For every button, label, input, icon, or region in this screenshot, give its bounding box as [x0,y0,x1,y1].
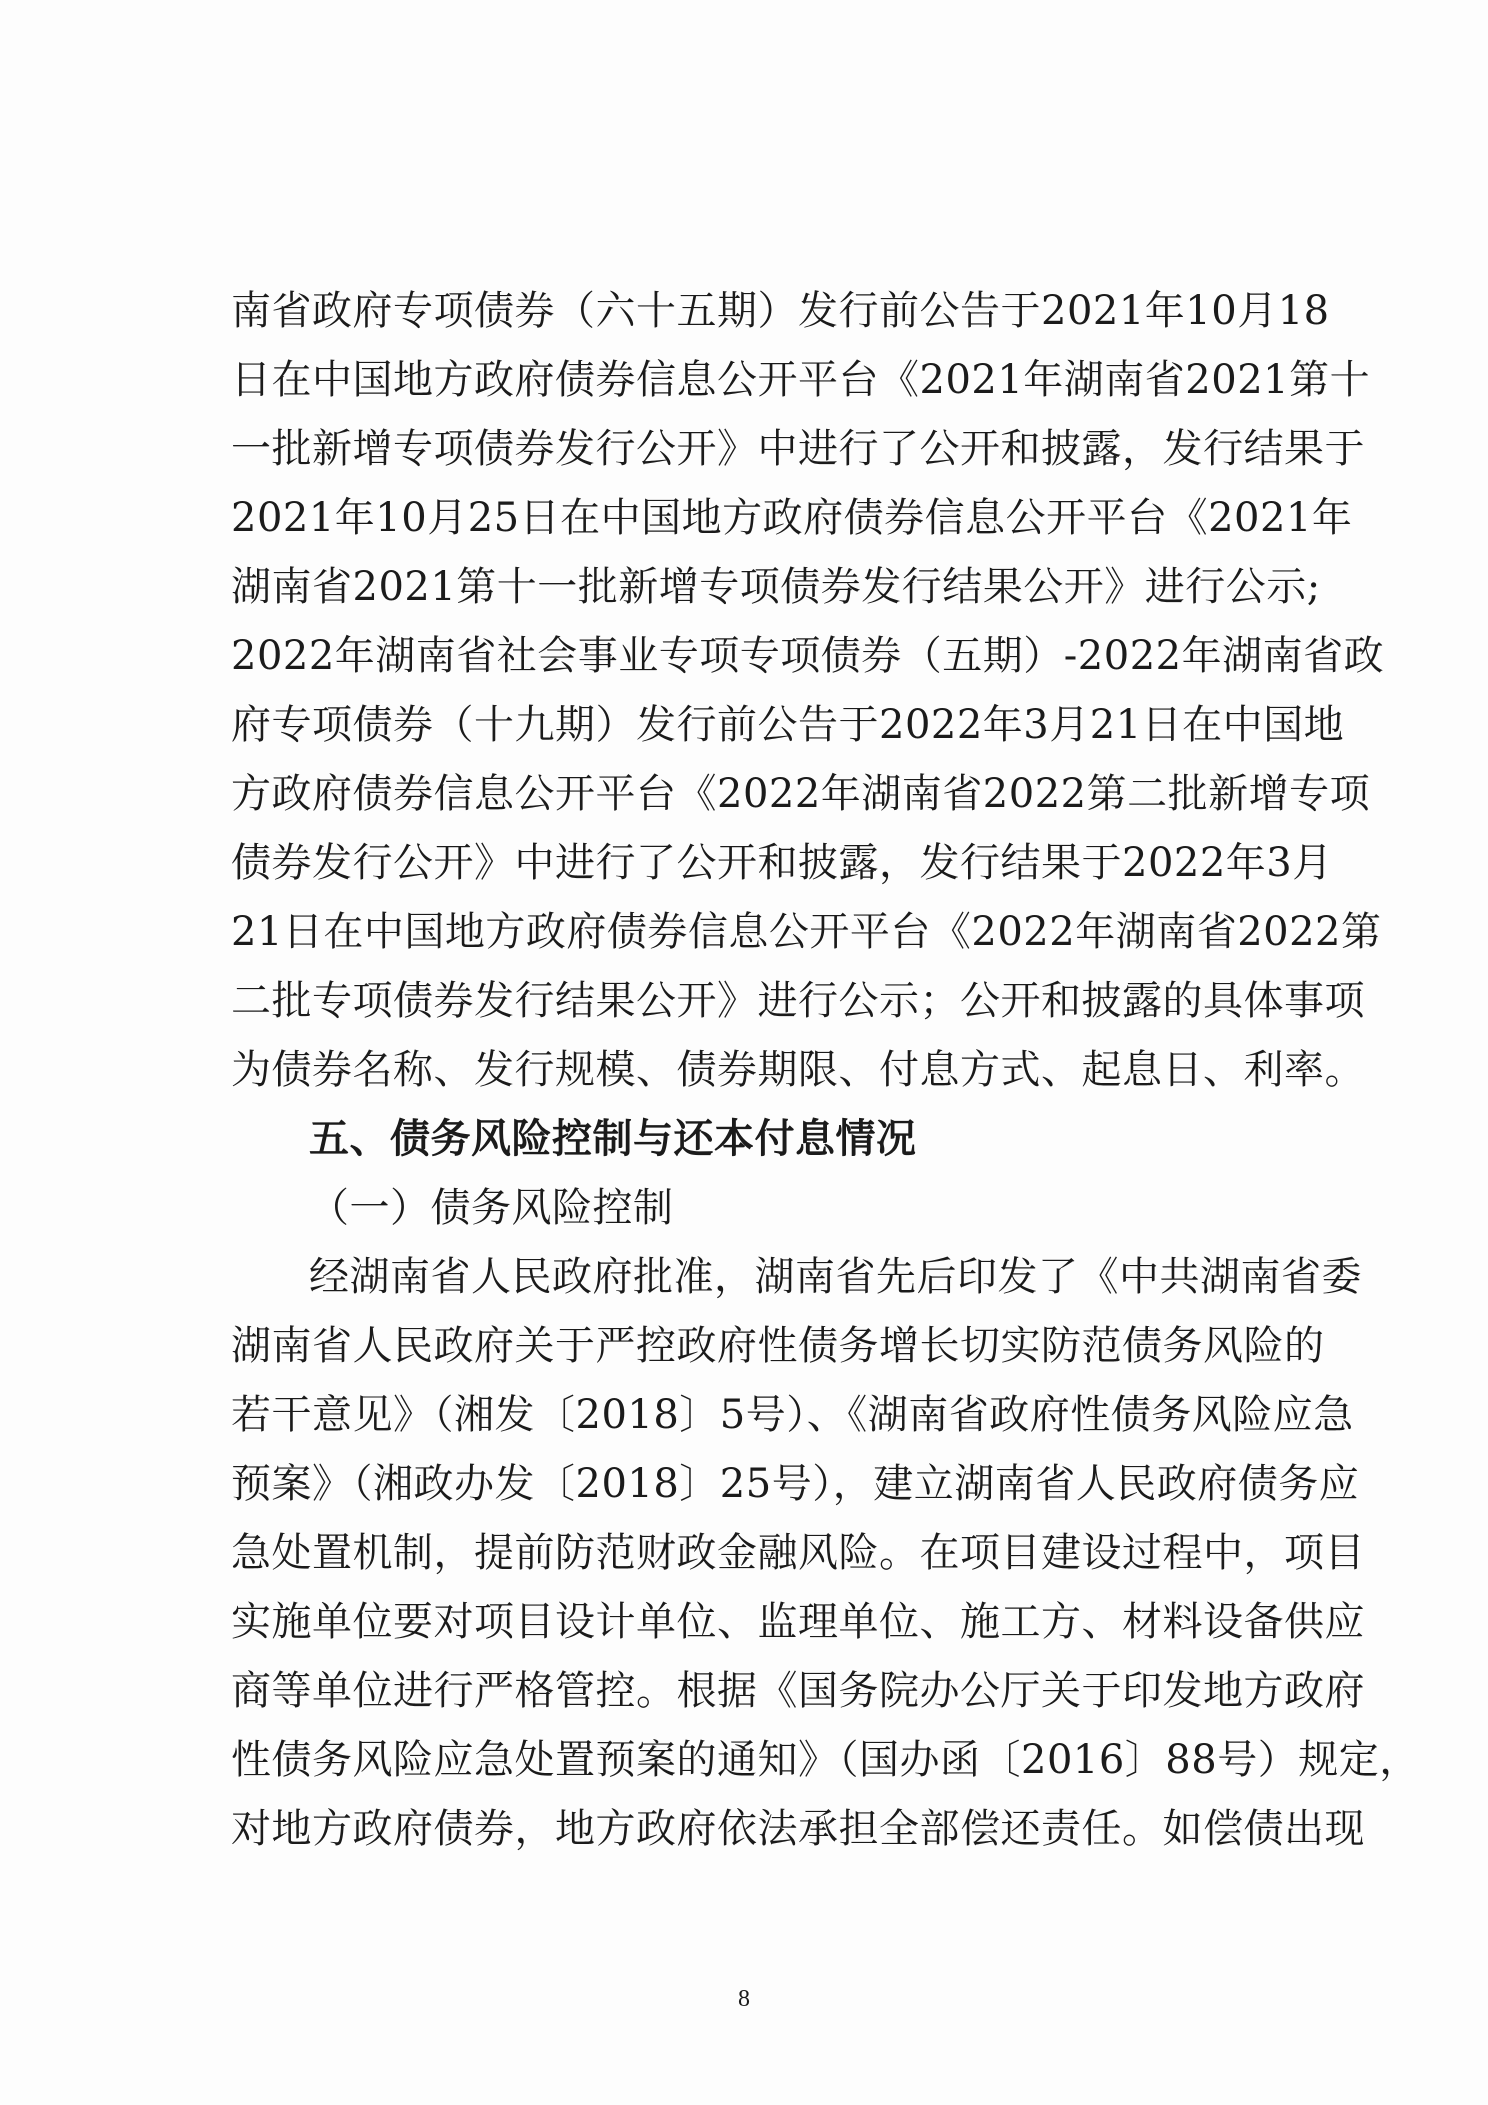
body-line: 2021年10月25日在中国地方政府债券信息公开平台《2021年 [231,495,1353,541]
body-line: 日在中国地方政府债券信息公开平台《2021年湖南省2021第十 [231,357,1371,403]
body-line: 急处置机制，提前防范财政金融风险。在项目建设过程中，项目 [231,1530,1365,1576]
body-line: 府专项债券（十九期）发行前公告于2022年3月21日在中国地 [231,702,1345,748]
body-line: 湖南省人民政府关于严控政府性债务增长切实防范债务风险的 [231,1323,1325,1369]
body-line: 南省政府专项债券（六十五期）发行前公告于2021年10月18 [231,288,1330,334]
page-number: 8 [738,1986,750,2012]
section-heading: 五、债务风险控制与还本付息情况 [309,1116,917,1162]
subsection-heading: （一）债务风险控制 [309,1185,674,1231]
body-line: 21日在中国地方政府债券信息公开平台《2022年湖南省2022第 [231,909,1382,955]
body-line: 经湖南省人民政府批准，湖南省先后印发了《中共湖南省委 [309,1254,1362,1300]
body-line: 商等单位进行严格管控。根据《国务院办公厅关于印发地方政府 [231,1668,1365,1714]
body-line: 预案》（湘政办发〔2018〕25号），建立湖南省人民政府债务应 [231,1461,1360,1507]
body-line: 二批专项债券发行结果公开》进行公示；公开和披露的具体事项 [231,978,1365,1024]
body-line: 为债券名称、发行规模、债券期限、付息方式、起息日、利率。 [231,1047,1365,1093]
body-line: 方政府债券信息公开平台《2022年湖南省2022第二批新增专项 [231,771,1371,817]
body-line: 2022年湖南省社会事业专项专项债券（五期）-2022年湖南省政 [231,633,1385,679]
body-line: 性债务风险应急处置预案的通知》（国办函〔2016〕88号）规定， [231,1737,1420,1783]
body-line: 实施单位要对项目设计单位、监理单位、施工方、材料设备供应 [231,1599,1365,1645]
body-line: 若干意见》（湘发〔2018〕5号）、《湖南省政府性债务风险应急 [231,1392,1354,1438]
body-line: 债券发行公开》中进行了公开和披露，发行结果于2022年3月 [231,840,1333,886]
body-line: 对地方政府债券，地方政府依法承担全部偿还责任。如偿债出现 [231,1806,1365,1852]
body-line: 一批新增专项债券发行公开》中进行了公开和披露，发行结果于 [231,426,1365,472]
body-line: 湖南省2021第十一批新增专项债券发行结果公开》进行公示; [231,564,1321,610]
